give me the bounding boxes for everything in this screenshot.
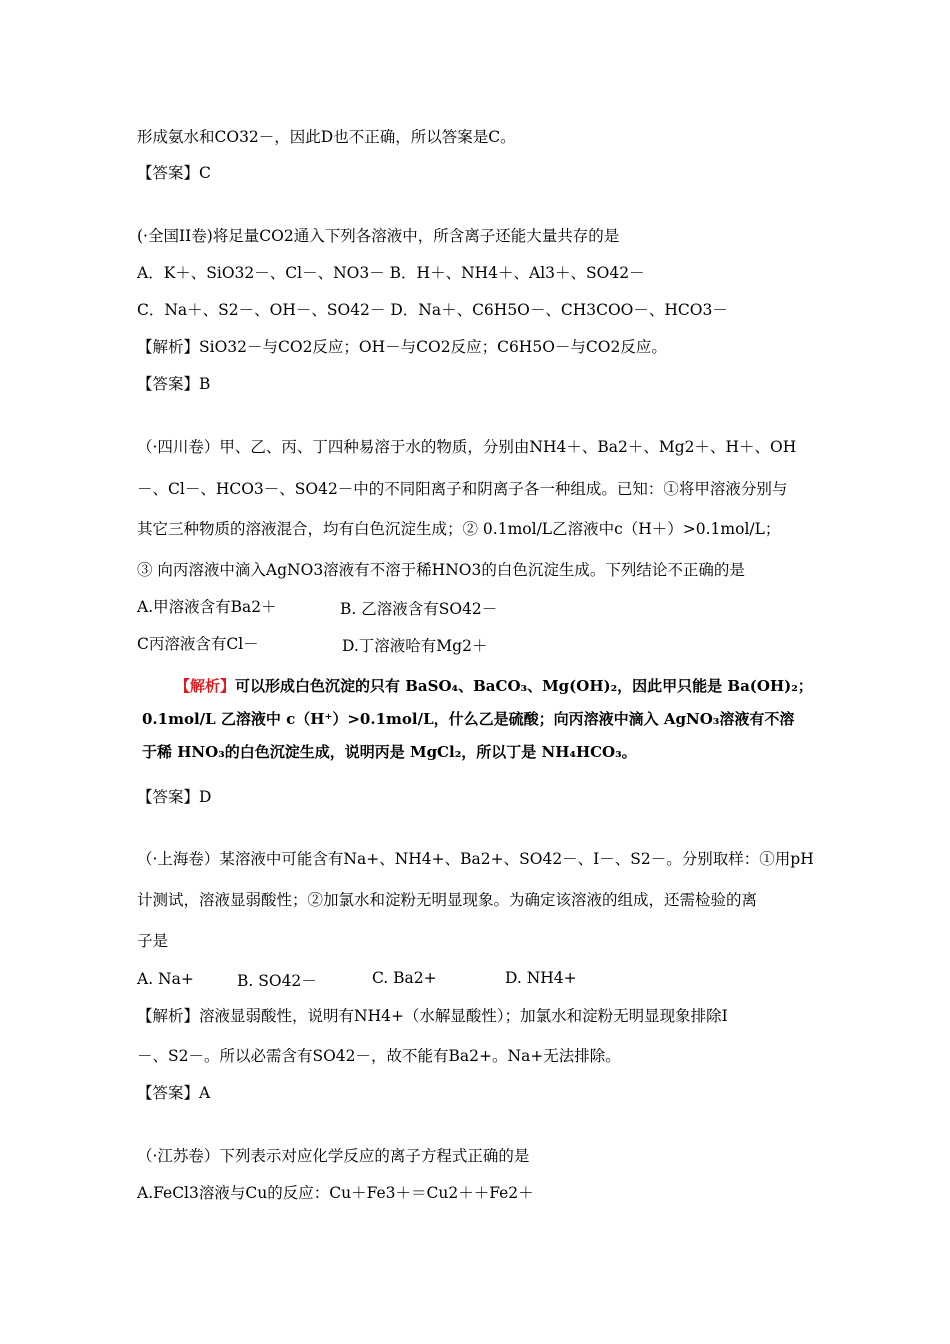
- analysis-line: 于稀 HNO₃的白色沉淀生成，说明丙是 MgCl₂，所以丁是 NH₄HCO₃。: [142, 743, 637, 761]
- option-c: C丙溶液含有Cl－: [137, 635, 259, 653]
- answer-line: 【答案】D: [137, 788, 212, 806]
- question-stem: （·四川卷）甲、乙、丙、丁四种易溶于水的物质，分别由NH4＋、Ba2＋、Mg2＋、H＋、OH: [137, 438, 797, 456]
- question-stem: ③ 向丙溶液中滴入AgNO3溶液有不溶于稀HNO3的白色沉淀生成。下列结论不正确的是: [137, 561, 745, 579]
- question-stem: 其它三种物质的溶液混合，均有白色沉淀生成；② 0.1mol/L乙溶液中c（H＋）>0.1mol/L；: [137, 520, 781, 538]
- analysis-tag: 【解析】: [175, 677, 236, 695]
- question-stem: 计测试，溶液显弱酸性；②加氯水和淀粉无明显现象。为确定该溶液的组成，还需检验的离: [137, 891, 758, 909]
- option-a: A.FeCl3溶液与Cu的反应：Cu＋Fe3＋＝Cu2＋＋Fe2＋: [137, 1184, 534, 1202]
- analysis-line: 0.1mol/L 乙溶液中 c（H⁺）>0.1mol/L，什么乙是硫酸；向丙溶液中滴入 AgNO₃溶液有不溶: [142, 710, 795, 728]
- options-line: A．K＋、SiO32－、Cl－、NO3－ B．H＋、NH4＋、Al3＋、SO42－: [137, 264, 645, 282]
- question-stem: 子是: [137, 932, 169, 950]
- question-stem: (·全国II卷)将足量CO2通入下列各溶液中，所含离子还能大量共存的是: [137, 227, 620, 245]
- analysis-text: 可以形成白色沉淀的只有 BaSO₄、BaCO₃、Mg(OH)₂，因此甲只能是 Ba(OH)₂；: [235, 677, 813, 695]
- answer-line: 【答案】B: [137, 375, 211, 393]
- option-c: C. Ba2+: [372, 969, 437, 987]
- text-line: 形成氨水和CO32－，因此D也不正确，所以答案是C。: [137, 128, 516, 146]
- options-line: C．Na＋、S2－、OH－、SO42－ D．Na＋、C6H5O－、CH3COO－、HCO3－: [137, 301, 728, 319]
- analysis-line: －、S2－。所以必需含有SO42－，故不能有Ba2+。Na+无法排除。: [137, 1047, 621, 1065]
- analysis-line: [175, 676, 813, 696]
- option-d: D. NH4+: [505, 969, 577, 987]
- option-b: B. 乙溶液含有SO42－: [340, 600, 498, 618]
- option-a: A.甲溶液含有Ba2＋: [137, 598, 277, 616]
- analysis-line: 【解析】SiO32－与CO2反应；OH－与CO2反应；C6H5O－与CO2反应。: [137, 338, 667, 356]
- option-d: D.丁溶液哈有Mg2＋: [342, 637, 488, 655]
- question-stem: （·上海卷）某溶液中可能含有Na+、NH4+、Ba2+、SO42－、I－、S2－。分别取样：①用pH: [137, 850, 814, 868]
- question-stem: （·江苏卷）下列表示对应化学反应的离子方程式正确的是: [137, 1147, 530, 1165]
- option-b: B. SO42－: [237, 972, 317, 990]
- option-a: A. Na+: [137, 970, 194, 988]
- question-stem: －、Cl－、HCO3－、SO42－中的不同阳离子和阴离子各一种组成。已知：①将甲溶液分别与: [137, 480, 788, 498]
- answer-line: 【答案】A: [137, 1084, 211, 1102]
- analysis-line: 【解析】溶液显弱酸性，说明有NH4+（水解显酸性）；加氯水和淀粉无明显现象排除I: [137, 1007, 728, 1025]
- answer-line: 【答案】C: [137, 164, 211, 182]
